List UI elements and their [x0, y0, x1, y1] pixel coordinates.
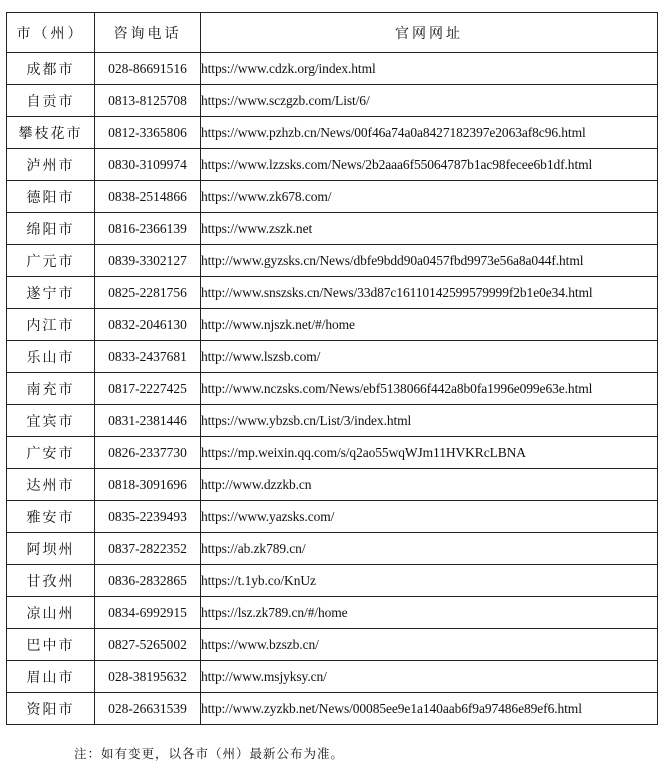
website-url-cell[interactable]: https://www.yazsks.com/ [201, 501, 658, 533]
website-url-cell[interactable]: https://www.pzhzb.cn/News/00f46a74a0a8427182397e2063af8c96.html [201, 117, 658, 149]
website-url-cell[interactable]: https://www.zk678.com/ [201, 181, 658, 213]
table-row [7, 277, 658, 309]
website-url-cell[interactable]: https://www.sczgzb.com/List/6/ [201, 85, 658, 117]
website-url-cell[interactable]: http://www.nczsks.com/News/ebf5138066f442a8b0fa1996e099e63e.html [201, 373, 658, 405]
table-row [7, 117, 658, 149]
city-cell: 广元市 [7, 245, 95, 277]
table-row [7, 309, 658, 341]
city-cell: 眉山市 [7, 661, 95, 693]
table-row [7, 597, 658, 629]
table-row [7, 693, 658, 725]
city-cell: 乐山市 [7, 341, 95, 373]
table-row [7, 437, 658, 469]
phone-cell: 0835-2239493 [95, 501, 201, 533]
table-row [7, 53, 658, 85]
table-row [7, 245, 658, 277]
website-url-cell[interactable]: http://www.njszk.net/#/home [201, 309, 658, 341]
table-body [7, 53, 658, 725]
table-row [7, 85, 658, 117]
website-url-cell[interactable]: http://www.msjyksy.cn/ [201, 661, 658, 693]
city-cell: 资阳市 [7, 693, 95, 725]
website-url-cell[interactable]: https://lsz.zk789.cn/#/home [201, 597, 658, 629]
website-url-cell[interactable]: http://www.gyzsks.cn/News/dbfe9bdd90a0457fbd9973e56a8a044f.html [201, 245, 658, 277]
phone-cell: 0839-3302127 [95, 245, 201, 277]
city-cell: 自贡市 [7, 85, 95, 117]
phone-cell: 0825-2281756 [95, 277, 201, 309]
website-url-cell[interactable]: https://www.ybzsb.cn/List/3/index.html [201, 405, 658, 437]
city-cell: 甘孜州 [7, 565, 95, 597]
phone-cell: 0834-6992915 [95, 597, 201, 629]
city-cell: 成都市 [7, 53, 95, 85]
table-row [7, 533, 658, 565]
header-city: 市（州） [7, 13, 95, 53]
table-row [7, 629, 658, 661]
phone-cell: 0836-2832865 [95, 565, 201, 597]
phone-cell: 028-26631539 [95, 693, 201, 725]
city-cell: 雅安市 [7, 501, 95, 533]
phone-cell: 0817-2227425 [95, 373, 201, 405]
contact-table [6, 12, 658, 725]
website-url-cell[interactable]: http://www.lszsb.com/ [201, 341, 658, 373]
table-header-row [7, 13, 658, 53]
city-cell: 攀枝花市 [7, 117, 95, 149]
city-cell: 凉山州 [7, 597, 95, 629]
header-phone: 咨询电话 [95, 13, 201, 53]
city-cell: 广安市 [7, 437, 95, 469]
phone-cell: 028-86691516 [95, 53, 201, 85]
city-cell: 德阳市 [7, 181, 95, 213]
table-row [7, 373, 658, 405]
phone-cell: 0837-2822352 [95, 533, 201, 565]
city-cell: 巴中市 [7, 629, 95, 661]
table-row [7, 469, 658, 501]
table-row [7, 405, 658, 437]
phone-cell: 0812-3365806 [95, 117, 201, 149]
website-url-cell[interactable]: https://ab.zk789.cn/ [201, 533, 658, 565]
city-cell: 绵阳市 [7, 213, 95, 245]
city-cell: 宜宾市 [7, 405, 95, 437]
phone-cell: 028-38195632 [95, 661, 201, 693]
phone-cell: 0831-2381446 [95, 405, 201, 437]
header-website: 官网网址 [201, 13, 658, 53]
website-url-cell[interactable]: http://www.snszsks.cn/News/33d87c16110142599579999f2b1e0e34.html [201, 277, 658, 309]
phone-cell: 0833-2437681 [95, 341, 201, 373]
table-row [7, 181, 658, 213]
website-url-cell[interactable]: https://www.cdzk.org/index.html [201, 53, 658, 85]
phone-cell: 0838-2514866 [95, 181, 201, 213]
table-row [7, 341, 658, 373]
phone-cell: 0818-3091696 [95, 469, 201, 501]
website-url-cell[interactable]: https://t.1yb.co/KnUz [201, 565, 658, 597]
phone-cell: 0830-3109974 [95, 149, 201, 181]
phone-cell: 0813-8125708 [95, 85, 201, 117]
website-url-cell[interactable]: https://www.lzzsks.com/News/2b2aaa6f55064787b1ac98fecee6b1df.html [201, 149, 658, 181]
website-url-cell[interactable]: http://www.dzzkb.cn [201, 469, 658, 501]
table-row [7, 501, 658, 533]
website-url-cell[interactable]: https://www.zszk.net [201, 213, 658, 245]
website-url-cell[interactable]: http://www.zyzkb.net/News/00085ee9e1a140aab6f9a97486e89ef6.html [201, 693, 658, 725]
website-url-cell[interactable]: https://mp.weixin.qq.com/s/q2ao55wqWJm11HVKRcLBNA [201, 437, 658, 469]
phone-cell: 0827-5265002 [95, 629, 201, 661]
city-cell: 遂宁市 [7, 277, 95, 309]
table-row [7, 661, 658, 693]
city-cell: 阿坝州 [7, 533, 95, 565]
phone-cell: 0832-2046130 [95, 309, 201, 341]
city-cell: 达州市 [7, 469, 95, 501]
phone-cell: 0816-2366139 [95, 213, 201, 245]
website-url-cell[interactable]: https://www.bzszb.cn/ [201, 629, 658, 661]
table-row [7, 149, 658, 181]
table-row [7, 565, 658, 597]
footnote: 注：如有变更，以各市（州）最新公布为准。 [74, 746, 345, 761]
phone-cell: 0826-2337730 [95, 437, 201, 469]
city-cell: 南充市 [7, 373, 95, 405]
city-cell: 内江市 [7, 309, 95, 341]
table-row [7, 213, 658, 245]
city-cell: 泸州市 [7, 149, 95, 181]
